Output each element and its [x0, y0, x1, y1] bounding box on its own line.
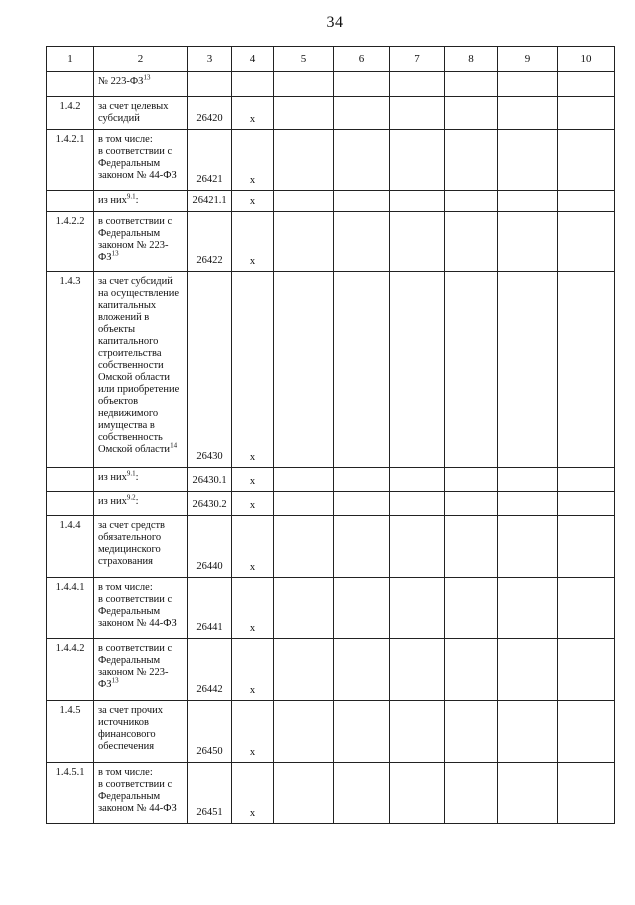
row-code: 26451 [188, 763, 232, 824]
empty-cell [334, 272, 390, 468]
empty-cell [390, 72, 445, 97]
empty-cell [445, 492, 498, 516]
row-description [94, 516, 188, 578]
page-number: 34 [326, 14, 344, 31]
empty-cell [445, 130, 498, 191]
description-line [98, 396, 184, 408]
table-row [47, 272, 615, 468]
footnote-ref: 13 [111, 249, 119, 258]
empty-cell [445, 97, 498, 130]
row-mark [232, 72, 274, 97]
description-text: за счет субсидий [98, 276, 173, 287]
empty-cell [390, 191, 445, 212]
description-text: собственность [98, 432, 163, 443]
description-line [98, 146, 184, 158]
row-code: 26430 [188, 272, 232, 468]
row-code: 26421 [188, 130, 232, 191]
description-line [98, 779, 184, 791]
table-row [47, 130, 615, 191]
description-line [98, 170, 184, 182]
description-text: в соответствии с [98, 594, 173, 605]
description-text: в соответствии с [98, 146, 173, 157]
column-header: 6 [334, 47, 390, 72]
empty-cell [274, 763, 334, 824]
description-text: законом № 44-ФЗ [98, 618, 177, 629]
row-code: 26430.2 [188, 492, 232, 516]
empty-cell [498, 763, 558, 824]
description-text: за счет средств [98, 520, 166, 531]
description-line [98, 767, 184, 779]
row-number: 1.4.5.1 [47, 763, 94, 824]
row-mark: х [232, 578, 274, 639]
empty-cell [390, 130, 445, 191]
description-text: вложений в [98, 312, 150, 323]
description-text: или приобретение [98, 384, 180, 395]
description-line [98, 556, 184, 568]
empty-cell [334, 639, 390, 701]
description-line [98, 312, 184, 324]
empty-cell [445, 212, 498, 272]
row-number: 1.4.5 [47, 701, 94, 763]
description-text: собственности [98, 360, 164, 371]
row-description [94, 468, 188, 492]
empty-cell [390, 272, 445, 468]
footnote-ref: 13 [111, 676, 119, 685]
description-text: в том числе: [98, 582, 153, 593]
description-text: обязательного [98, 532, 162, 543]
description-text: в том числе: [98, 767, 153, 778]
description-line [98, 469, 184, 484]
description-text: ФЗ [98, 679, 112, 690]
description-text: недвижимого [98, 408, 159, 419]
empty-cell [334, 701, 390, 763]
row-number: 1.4.4 [47, 516, 94, 578]
footnote-ref: 9.2 [126, 493, 136, 502]
empty-cell [498, 701, 558, 763]
description-line [98, 582, 184, 594]
description-line [98, 288, 184, 300]
description-text: обеспечения [98, 741, 155, 752]
empty-cell [445, 272, 498, 468]
column-header: 3 [188, 47, 232, 72]
empty-cell [498, 130, 558, 191]
description-text: Федеральным [98, 228, 161, 239]
row-mark: х [232, 763, 274, 824]
description-line [98, 594, 184, 606]
description-text: законом № 44-ФЗ [98, 170, 177, 181]
row-description [94, 72, 188, 97]
row-number [47, 468, 94, 492]
description-line [98, 300, 184, 312]
empty-cell [445, 763, 498, 824]
row-code: 26440 [188, 516, 232, 578]
empty-cell [274, 468, 334, 492]
description-line [98, 729, 184, 741]
empty-cell [334, 763, 390, 824]
empty-cell [498, 492, 558, 516]
description-text: на осуществление [98, 288, 180, 299]
description-line [98, 336, 184, 348]
row-number: 1.4.3 [47, 272, 94, 468]
column-header: 1 [47, 47, 94, 72]
empty-cell [334, 72, 390, 97]
row-description [94, 212, 188, 272]
description-text: Федеральным [98, 791, 161, 802]
description-text: Федеральным [98, 655, 161, 666]
empty-cell [498, 191, 558, 212]
row-mark: х [232, 492, 274, 516]
description-line [98, 532, 184, 544]
description-text: из них [98, 496, 127, 507]
empty-cell [274, 492, 334, 516]
empty-cell [334, 492, 390, 516]
row-number: 1.4.4.2 [47, 639, 94, 701]
empty-cell [334, 578, 390, 639]
description-text: субсидий [98, 113, 140, 124]
description-text: ФЗ [98, 252, 112, 263]
description-text: объекты [98, 324, 136, 335]
description-line [98, 73, 184, 88]
row-number: 1.4.2 [47, 97, 94, 130]
empty-cell [390, 639, 445, 701]
description-text: строительства [98, 348, 162, 359]
empty-cell [558, 130, 615, 191]
description-text: источников [98, 717, 150, 728]
description-line [98, 101, 184, 113]
table-row [47, 763, 615, 824]
row-mark: х [232, 130, 274, 191]
empty-cell [334, 97, 390, 130]
empty-cell [498, 212, 558, 272]
description-text: Федеральным [98, 158, 161, 169]
empty-cell [445, 516, 498, 578]
empty-cell [390, 578, 445, 639]
empty-cell [334, 516, 390, 578]
description-line [98, 791, 184, 803]
empty-cell [274, 701, 334, 763]
empty-cell [445, 701, 498, 763]
description-suffix: : [135, 195, 139, 206]
column-header: 10 [558, 47, 615, 72]
empty-cell [334, 191, 390, 212]
description-line [98, 113, 184, 125]
description-text: капитальных [98, 300, 157, 311]
empty-cell [274, 516, 334, 578]
description-line [98, 324, 184, 336]
description-text: Омской области [98, 444, 171, 455]
description-text: финансового [98, 729, 156, 740]
empty-cell [558, 701, 615, 763]
description-text: в соответствии с [98, 643, 173, 654]
row-description [94, 191, 188, 212]
row-number [47, 191, 94, 212]
header-row [47, 47, 615, 72]
column-header: 5 [274, 47, 334, 72]
column-header: 9 [498, 47, 558, 72]
description-line [98, 643, 184, 655]
table-row [47, 212, 615, 272]
description-text: Омской области [98, 372, 171, 383]
row-description [94, 639, 188, 701]
footnote-ref: 13 [143, 73, 151, 82]
empty-cell [274, 97, 334, 130]
description-text: капитального [98, 336, 159, 347]
row-code: 26441 [188, 578, 232, 639]
description-text: медицинского [98, 544, 161, 555]
empty-cell [274, 578, 334, 639]
empty-cell [390, 212, 445, 272]
empty-cell [334, 212, 390, 272]
empty-cell [390, 763, 445, 824]
row-number [47, 492, 94, 516]
empty-cell [498, 516, 558, 578]
empty-cell [498, 578, 558, 639]
description-text: законом № 223- [98, 667, 169, 678]
report-table [46, 46, 615, 824]
row-number: 1.4.4.1 [47, 578, 94, 639]
row-mark: х [232, 212, 274, 272]
description-text: законом № 223- [98, 240, 169, 251]
description-line [98, 655, 184, 667]
empty-cell [558, 578, 615, 639]
empty-cell [274, 72, 334, 97]
description-suffix: : [135, 472, 139, 483]
column-header: 4 [232, 47, 274, 72]
description-line [98, 705, 184, 717]
row-code [188, 72, 232, 97]
empty-cell [498, 639, 558, 701]
footnote-ref: 9.1 [126, 469, 136, 478]
description-line [98, 493, 184, 508]
empty-cell [390, 468, 445, 492]
empty-cell [558, 272, 615, 468]
row-mark: х [232, 272, 274, 468]
empty-cell [334, 130, 390, 191]
column-header: 8 [445, 47, 498, 72]
description-line [98, 520, 184, 532]
description-line [98, 360, 184, 372]
table-body [47, 47, 615, 824]
description-line [98, 276, 184, 288]
row-description [94, 97, 188, 130]
column-header: 7 [390, 47, 445, 72]
empty-cell [558, 72, 615, 97]
empty-cell [558, 492, 615, 516]
description-text: из них [98, 472, 127, 483]
row-code: 26450 [188, 701, 232, 763]
description-line [98, 420, 184, 432]
table-row [47, 516, 615, 578]
table-row [47, 492, 615, 516]
row-code: 26442 [188, 639, 232, 701]
row-mark: х [232, 468, 274, 492]
description-text: имущества в [98, 420, 155, 431]
description-line [98, 606, 184, 618]
description-text: за счет целевых [98, 101, 169, 112]
description-line [98, 228, 184, 240]
description-line [98, 408, 184, 420]
empty-cell [558, 212, 615, 272]
column-header: 2 [94, 47, 188, 72]
table-row [47, 468, 615, 492]
description-text: в соответствии с [98, 216, 173, 227]
description-line [98, 676, 184, 691]
description-line [98, 134, 184, 146]
description-line [98, 441, 184, 456]
empty-cell [498, 272, 558, 468]
row-mark: х [232, 701, 274, 763]
description-suffix: : [135, 496, 139, 507]
row-code: 26430.1 [188, 468, 232, 492]
empty-cell [498, 97, 558, 130]
row-mark: х [232, 97, 274, 130]
empty-cell [445, 191, 498, 212]
empty-cell [498, 468, 558, 492]
description-text: в том числе: [98, 134, 153, 145]
row-number: 1.4.2.2 [47, 212, 94, 272]
empty-cell [390, 516, 445, 578]
row-code: 26422 [188, 212, 232, 272]
table-row [47, 97, 615, 130]
description-text: из них [98, 195, 127, 206]
row-description [94, 578, 188, 639]
row-number [47, 72, 94, 97]
table-row [47, 191, 615, 212]
empty-cell [274, 212, 334, 272]
description-line [98, 717, 184, 729]
description-line [98, 803, 184, 815]
description-text: страхования [98, 556, 153, 567]
row-code: 26421.1 [188, 191, 232, 212]
empty-cell [445, 72, 498, 97]
description-line [98, 249, 184, 264]
description-line [98, 192, 184, 207]
empty-cell [498, 72, 558, 97]
description-line [98, 348, 184, 360]
empty-cell [274, 130, 334, 191]
empty-cell [558, 191, 615, 212]
empty-cell [558, 639, 615, 701]
footnote-ref: 9.1 [126, 192, 136, 201]
row-mark: х [232, 639, 274, 701]
row-mark: х [232, 516, 274, 578]
empty-cell [390, 701, 445, 763]
empty-cell [334, 468, 390, 492]
empty-cell [390, 492, 445, 516]
row-description [94, 492, 188, 516]
description-text: в соответствии с [98, 779, 173, 790]
description-text: объектов [98, 396, 139, 407]
description-line [98, 741, 184, 753]
row-description [94, 272, 188, 468]
row-number: 1.4.2.1 [47, 130, 94, 191]
description-text: законом № 44-ФЗ [98, 803, 177, 814]
empty-cell [274, 191, 334, 212]
description-line [98, 384, 184, 396]
description-text: Федеральным [98, 606, 161, 617]
empty-cell [558, 763, 615, 824]
description-text: за счет прочих [98, 705, 164, 716]
empty-cell [274, 639, 334, 701]
empty-cell [445, 468, 498, 492]
table-row [47, 639, 615, 701]
empty-cell [558, 468, 615, 492]
empty-cell [445, 578, 498, 639]
row-description [94, 130, 188, 191]
description-line [98, 544, 184, 556]
footnote-ref: 14 [170, 441, 178, 450]
table-row [47, 72, 615, 97]
table-row [47, 701, 615, 763]
description-text: № 223-ФЗ [98, 76, 144, 87]
row-code: 26420 [188, 97, 232, 130]
row-description [94, 763, 188, 824]
row-mark: х [232, 191, 274, 212]
row-description [94, 701, 188, 763]
empty-cell [558, 516, 615, 578]
description-line [98, 216, 184, 228]
description-line [98, 372, 184, 384]
table-row [47, 578, 615, 639]
description-line [98, 618, 184, 630]
empty-cell [390, 97, 445, 130]
description-line [98, 158, 184, 170]
empty-cell [558, 97, 615, 130]
empty-cell [445, 639, 498, 701]
empty-cell [274, 272, 334, 468]
